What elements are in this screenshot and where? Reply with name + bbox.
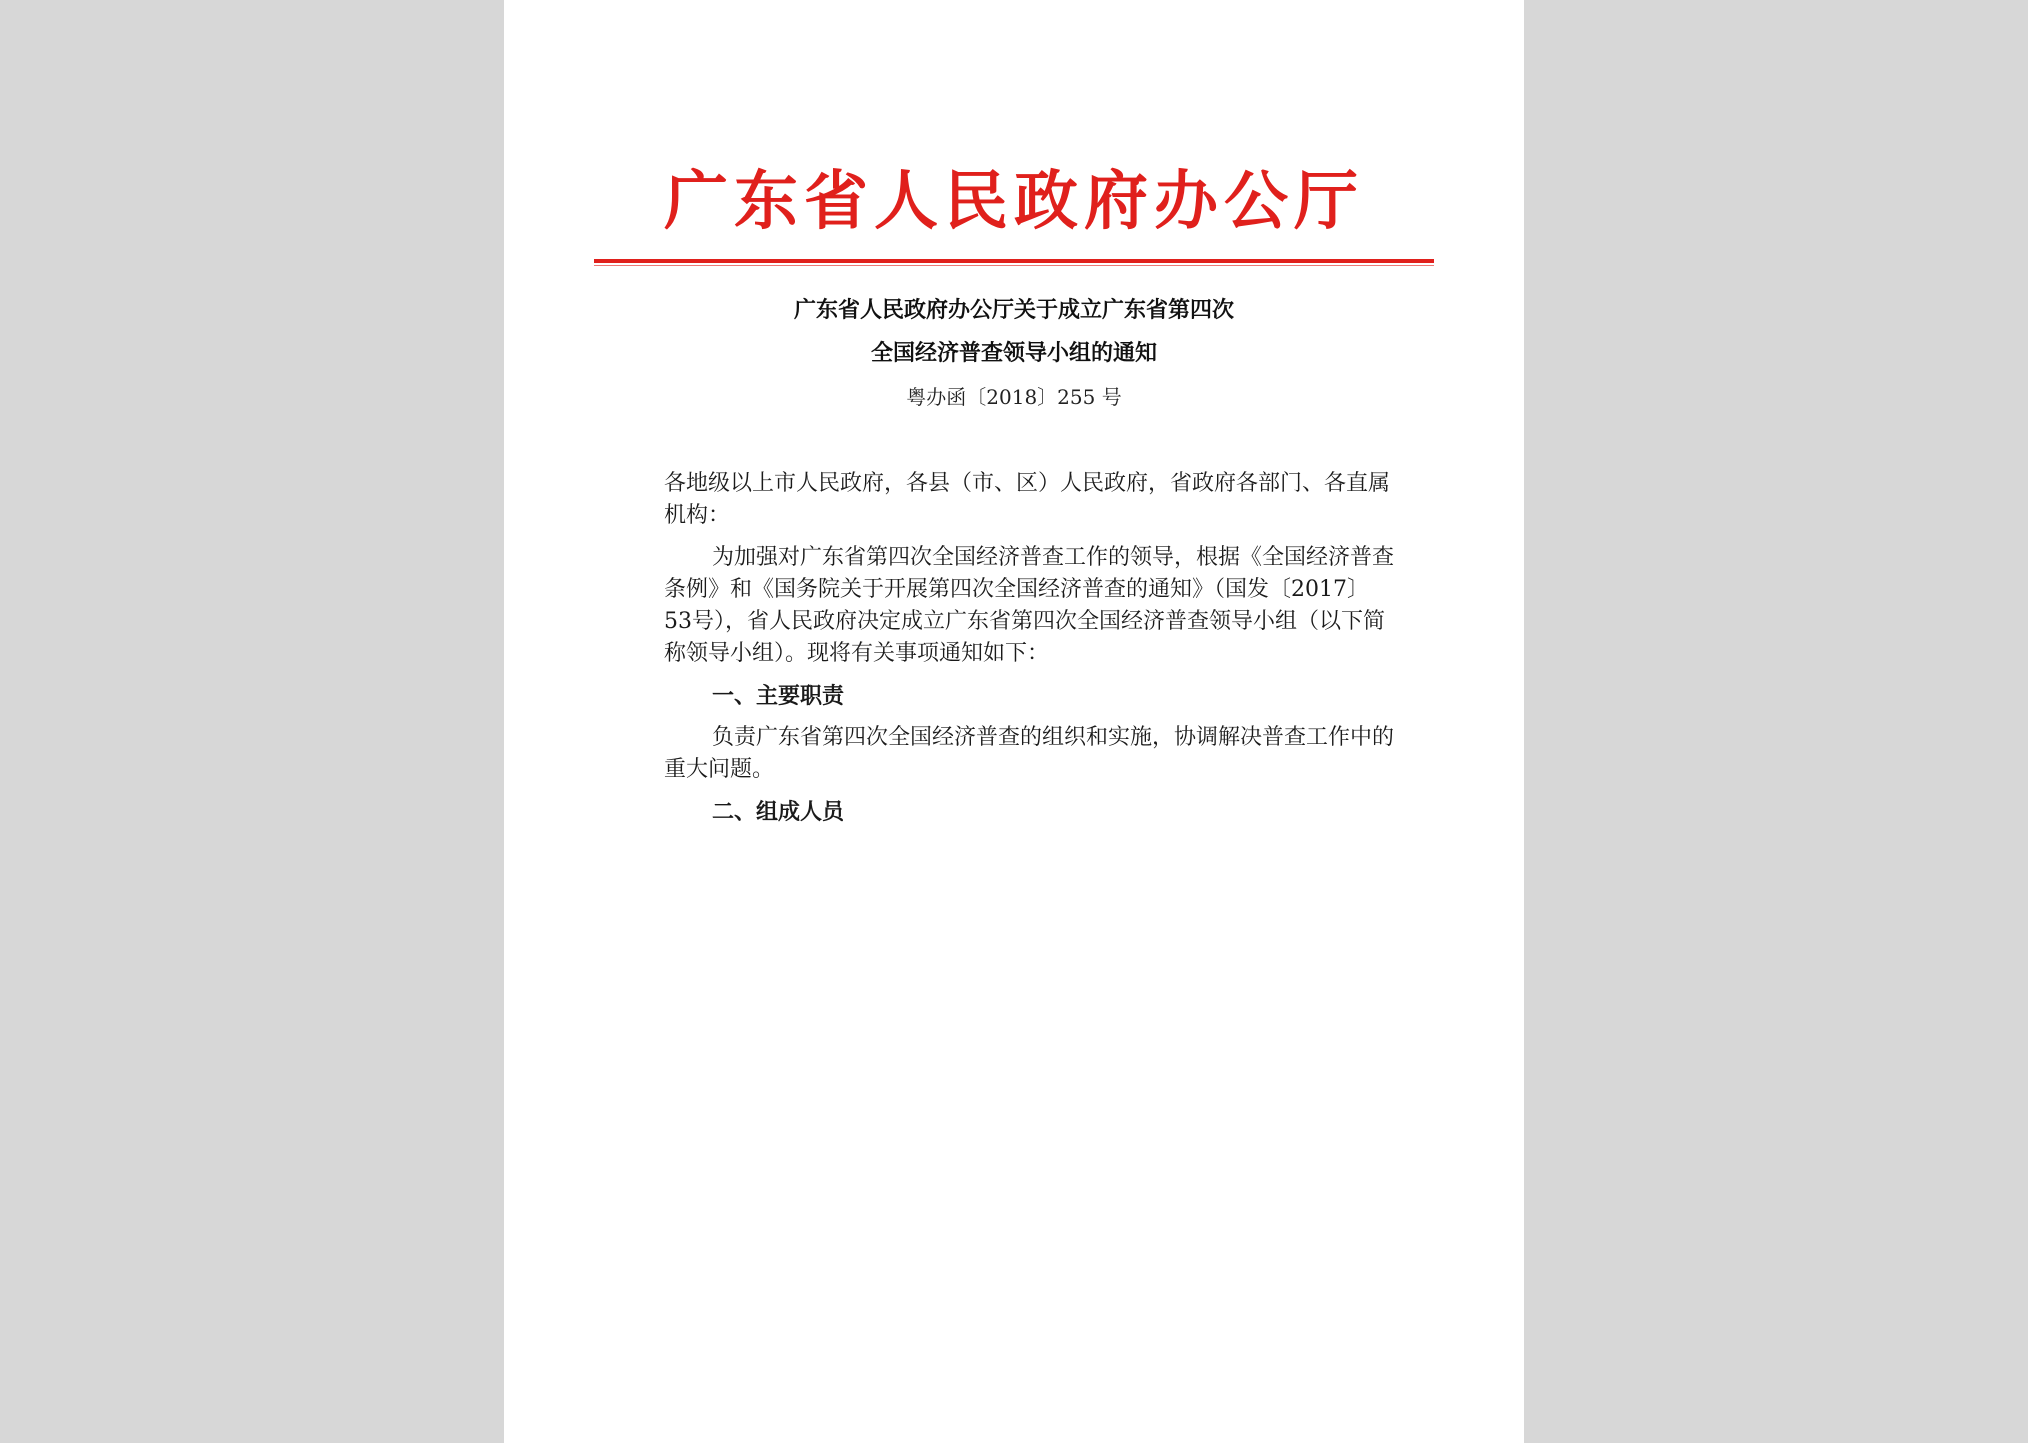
red-separator-rule [594, 259, 1434, 263]
salutation: 各地级以上市人民政府，各县（市、区）人民政府，省政府各部门、各直属机构： [664, 471, 1391, 528]
section-heading-responsibilities: 一、主要职责 [712, 683, 845, 709]
document-title-line1: 广东省人民政府办公厅关于成立广东省第四次 [793, 297, 1234, 323]
red-separator-rule-thin [594, 265, 1434, 266]
paragraph-responsibilities: 负责广东省第四次全国经济普查的组织和实施，协调解决普查工作中的重大问题。 [664, 725, 1395, 782]
document-page [504, 0, 1524, 1443]
document-number: 粤办函〔2018〕255 号 [906, 385, 1122, 409]
masthead-title: 广东省人民政府办公厅 [664, 165, 1364, 239]
document-title-line2: 全国经济普查领导小组的通知 [870, 340, 1157, 366]
paragraph-intro: 为加强对广东省第四次全国经济普查工作的领导，根据《全国经济普查条例》和《国务院关于开展第四次全国经济普查的通知》（国发〔2017〕53号），省人民政府决定成立广东省第四次全国经济普查领导小组（以下简称领导小组）。现将有关事项通知如下： [664, 545, 1395, 666]
section-heading-members: 二、组成人员 [712, 799, 845, 825]
document-body [664, 468, 1394, 838]
